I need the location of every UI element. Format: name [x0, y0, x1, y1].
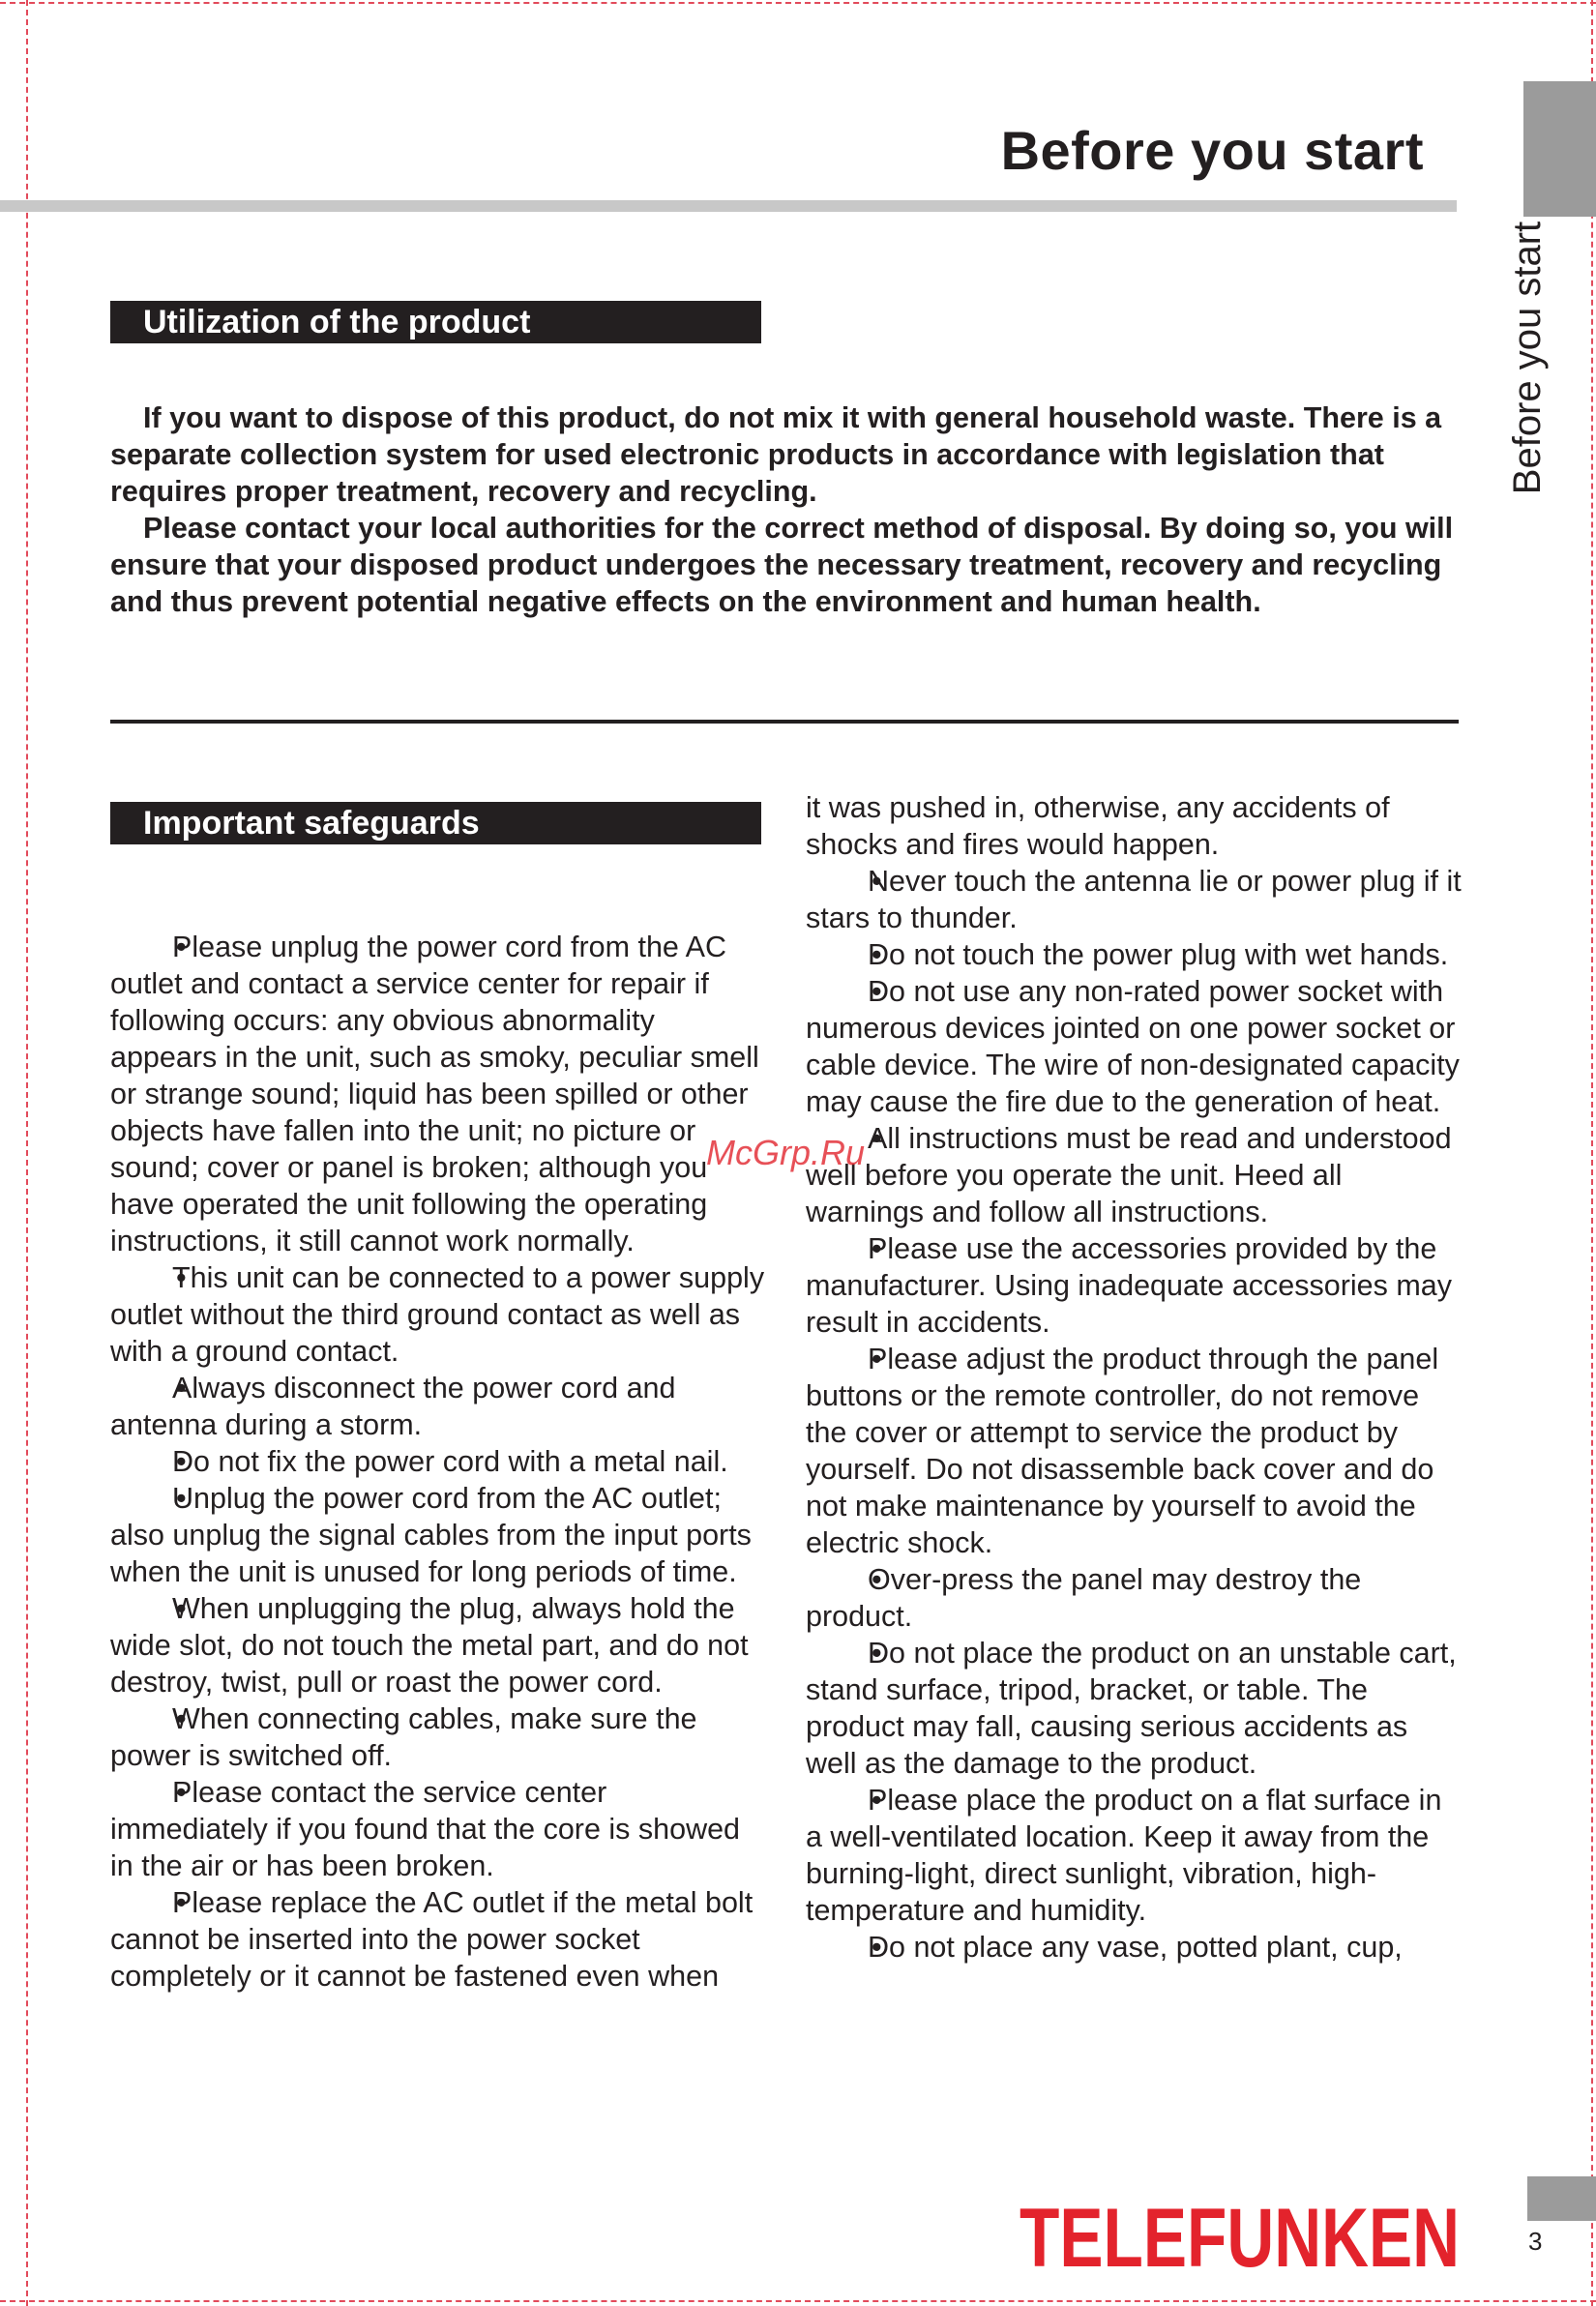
utilization-paragraph: Please contact your local authorities for the correct method of disposal. By doing so, you will ensure that your disposed product undergoes the necessary treatment, recovery and recycling and thus prevent potential negative effects on the environment and human health.: [110, 512, 1454, 618]
side-tab-label: Before you start: [1506, 221, 1549, 495]
list-item: • This unit can be connected to a power supply outlet without the third ground contact as well as with a ground contact.: [110, 1259, 768, 1370]
brand-name: TELEFUNKEN: [1020, 2199, 1460, 2276]
list-item: • Please adjust the product through the panel buttons or the remote controller, do not remove the cover or attempt to service the product by yourself. Do not disassemble back cover and do not make maintenance by yourself to avoid the electric shock.: [806, 1341, 1463, 1561]
list-item: • Do not place the product on an unstable cart, stand surface, tripod, bracket, or table. The product may fall, causing serious accidents as well as the damage to the product.: [806, 1635, 1463, 1782]
list-item: • Please unplug the power cord from the AC outlet and contact a service center for repair if following occurs: any obvious abnormality appears in the unit, such as smoky, peculiar smell or strange sound; liquid has been spilled or other objects have fallen into the unit; no picture or sound; cover or panel is broken; although you have operated the unit following the operating instructions, it still cannot work normally.: [110, 929, 768, 1259]
utilization-text: [110, 399, 1460, 620]
list-item: • Do not use any non-rated power socket with numerous devices jointed on one power socket or cable device. The wire of non-designated capacity may cause the fire due to the generation of heat.: [806, 973, 1463, 1120]
safeguards-right-column: [806, 789, 1463, 1966]
list-item: • Do not fix the power cord with a metal nail.: [110, 1443, 768, 1480]
list-item: • Please contact the service center immediately if you found that the core is showed in the air or has been broken.: [110, 1774, 768, 1884]
crop-mark-bottom: [0, 2300, 1596, 2302]
utilization-paragraph: If you want to dispose of this product, do not mix it with general household waste. There is a separate collection system for used electronic products in accordance with legislation that requires proper treatment, recovery and recycling.: [110, 401, 1442, 508]
crop-mark-right: [1591, 0, 1593, 2306]
list-item: • When connecting cables, make sure the power is switched off.: [110, 1700, 768, 1774]
list-item: • Unplug the power cord from the AC outlet; also unplug the signal cables from the input ports when the unit is unused for long periods of time.: [110, 1480, 768, 1590]
list-item: • Over-press the panel may destroy the product.: [806, 1561, 1463, 1635]
page-title: Before you start: [1000, 120, 1424, 181]
list-item: • Do not touch the power plug with wet hands.: [806, 936, 1463, 973]
list-item: • When unplugging the plug, always hold the wide slot, do not touch the metal part, and do not destroy, twist, pull or roast the power cord.: [110, 1590, 768, 1700]
watermark: McGrp.Ru: [706, 1133, 866, 1172]
list-item: • Please replace the AC outlet if the metal bolt cannot be inserted into the power socket completely or it cannot be fastened even when: [110, 1884, 768, 1995]
section-divider: [110, 720, 1459, 724]
list-item-continuation: it was pushed in, otherwise, any accidents of shocks and fires would happen.: [806, 791, 1390, 861]
title-rule: [0, 200, 1457, 212]
list-item: • Never touch the antenna lie or power plug if it stars to thunder.: [806, 863, 1463, 936]
safeguards-left-column: [110, 929, 768, 1995]
page-number-block: [1527, 2176, 1596, 2221]
page-number: 3: [1528, 2227, 1543, 2256]
crop-mark-left: [26, 0, 28, 2306]
list-item: • Please place the product on a flat surface in a well-ventilated location. Keep it away from the burning-light, direct sunlight, vibration, high-temperature and humidity.: [806, 1782, 1463, 1929]
section-heading-safeguards: Important safeguards: [110, 802, 761, 844]
list-item: • Please use the accessories provided by the manufacturer. Using inadequate accessories may result in accidents.: [806, 1230, 1463, 1341]
telefunken-logo: [1020, 2199, 1464, 2276]
crop-mark-top: [0, 2, 1596, 4]
list-item: • Do not place any vase, potted plant, cup,: [806, 1929, 1463, 1966]
list-item: • All instructions must be read and understood well before you operate the unit. Heed all warnings and follow all instructions.: [806, 1120, 1463, 1230]
list-item: • Always disconnect the power cord and antenna during a storm.: [110, 1370, 768, 1443]
section-heading-utilization: Utilization of the product: [110, 301, 761, 343]
